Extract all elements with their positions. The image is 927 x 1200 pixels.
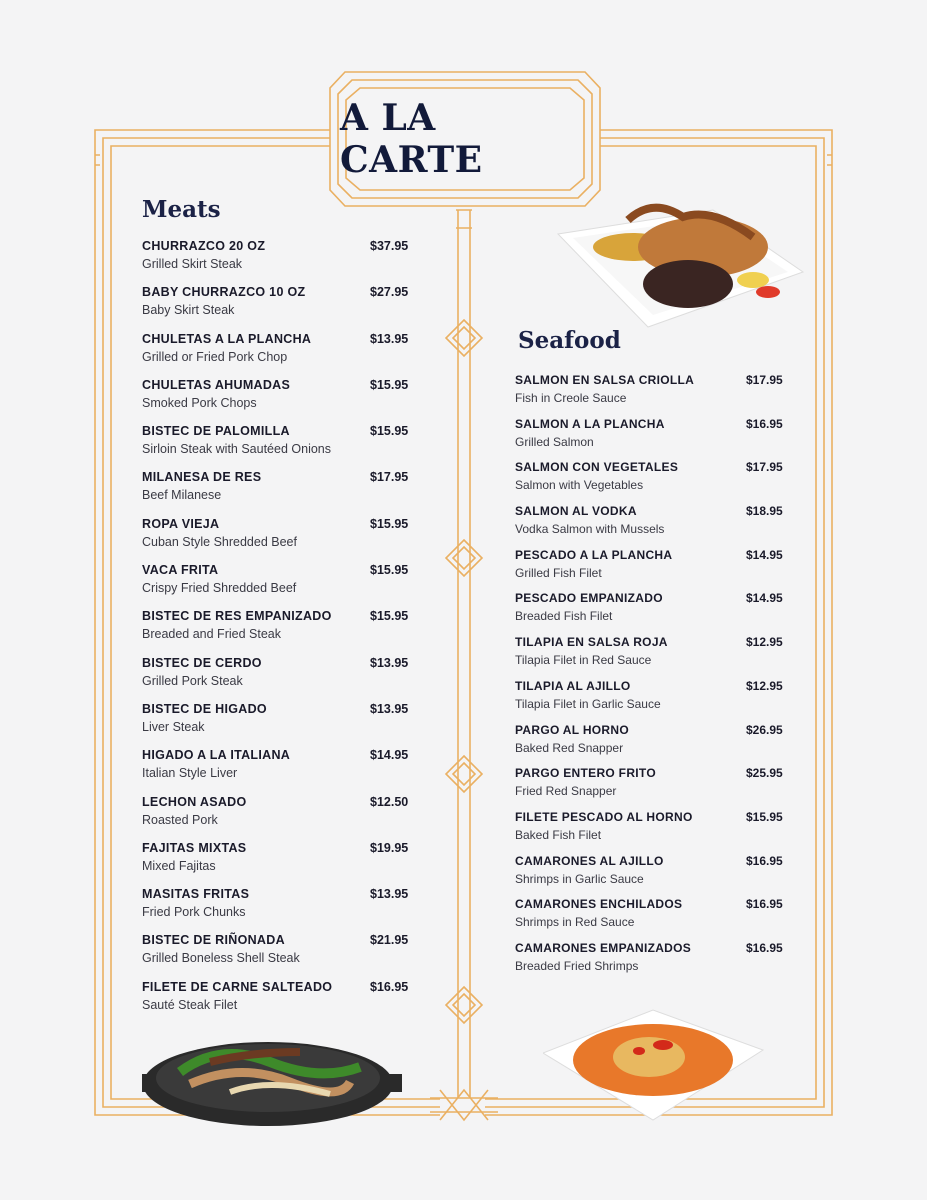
meats-item xyxy=(142,285,432,331)
item-description: Mixed Fajitas xyxy=(142,858,216,873)
item-price: $37.95 xyxy=(370,239,409,253)
item-name: CHULETAS A LA PLANCHA xyxy=(142,331,312,346)
item-description: Cuban Style Shredded Beef xyxy=(142,534,297,549)
seafood-item xyxy=(515,417,795,461)
item-description: Beef Milanese xyxy=(142,488,222,503)
item-description: Breaded and Fried Steak xyxy=(142,627,281,642)
page-title-box xyxy=(340,86,590,191)
seafood-heading: Seafood xyxy=(518,327,621,354)
item-price: $16.95 xyxy=(746,416,783,431)
item-description: Smoked Pork Chops xyxy=(142,395,257,410)
item-description: Vodka Salmon with Mussels xyxy=(515,522,665,537)
item-name: SALMON CON VEGETALES xyxy=(515,460,679,475)
item-name: LECHON ASADO xyxy=(142,794,247,809)
item-description: Tilapia Filet in Garlic Sauce xyxy=(515,696,661,711)
item-description: Crispy Fried Shredded Beef xyxy=(142,581,297,596)
item-price: $16.95 xyxy=(746,940,783,955)
meats-item xyxy=(142,332,432,378)
item-price: $17.95 xyxy=(746,460,783,475)
item-price: $15.95 xyxy=(370,424,409,439)
item-price: $15.95 xyxy=(370,609,409,624)
seafood-item xyxy=(515,635,795,679)
item-price: $13.95 xyxy=(370,701,409,716)
meats-item xyxy=(142,563,432,609)
item-price: $17.95 xyxy=(746,373,783,387)
meats-item xyxy=(142,748,432,794)
item-price: $15.95 xyxy=(746,809,783,824)
meats-item xyxy=(142,795,432,841)
item-name: SALMON EN SALSA CRIOLLA xyxy=(515,373,695,387)
seafood-item xyxy=(515,941,795,985)
seafood-list xyxy=(515,373,795,985)
meats-item xyxy=(142,656,432,702)
item-price: $15.95 xyxy=(370,377,409,392)
item-price: $15.95 xyxy=(370,563,409,578)
item-name: TILAPIA EN SALSA ROJA xyxy=(515,635,668,650)
item-name: FILETE PESCADO AL HORNO xyxy=(515,809,693,824)
item-price: $13.95 xyxy=(370,655,409,670)
item-name: PARGO AL HORNO xyxy=(515,722,629,737)
seafood-item xyxy=(515,591,795,635)
meats-heading: Meats xyxy=(142,196,221,223)
meats-item xyxy=(142,517,432,563)
item-description: Grilled Fish Filet xyxy=(515,565,602,580)
fajitas-skillet-photo xyxy=(140,1022,405,1134)
fried-red-snapper-plate-photo xyxy=(553,192,813,337)
item-price: $26.95 xyxy=(746,722,783,737)
item-price: $14.95 xyxy=(746,591,783,606)
item-price: $19.95 xyxy=(370,840,409,855)
item-price: $12.95 xyxy=(746,678,783,693)
meats-item xyxy=(142,239,432,285)
meats-item xyxy=(142,609,432,655)
item-name: TILAPIA AL AJILLO xyxy=(515,678,631,693)
item-price: $14.95 xyxy=(370,748,409,763)
item-name: BISTEC DE PALOMILLA xyxy=(142,424,290,439)
seafood-item xyxy=(515,460,795,504)
item-name: MILANESA DE RES xyxy=(142,470,262,485)
item-name: BISTEC DE HIGADO xyxy=(142,701,267,716)
item-price: $13.95 xyxy=(370,331,409,346)
item-name: CAMARONES ENCHILADOS xyxy=(515,897,683,912)
item-name: SALMON AL VODKA xyxy=(515,504,637,519)
item-price: $13.95 xyxy=(370,887,409,902)
item-price: $21.95 xyxy=(370,933,409,948)
meats-item xyxy=(142,702,432,748)
item-name: PESCADO EMPANIZADO xyxy=(515,591,663,606)
item-description: Baked Fish Filet xyxy=(515,827,602,842)
item-name: MASITAS FRITAS xyxy=(142,887,250,902)
fish-in-sauce-plate-photo xyxy=(543,1005,765,1123)
item-name: VACA FRITA xyxy=(142,563,219,578)
item-description: Grilled Salmon xyxy=(515,434,594,449)
meats-item xyxy=(142,378,432,424)
item-description: Sauté Steak Filet xyxy=(142,997,238,1012)
item-price: $16.95 xyxy=(746,897,783,912)
item-description: Breaded Fried Shrimps xyxy=(515,958,639,973)
item-description: Fried Red Snapper xyxy=(515,784,617,799)
item-description: Grilled or Fried Pork Chop xyxy=(142,349,288,364)
meats-item xyxy=(142,933,432,979)
item-description: Breaded Fish Filet xyxy=(515,609,613,624)
item-price: $16.95 xyxy=(746,853,783,868)
item-description: Roasted Pork xyxy=(142,812,218,827)
item-description: Salmon with Vegetables xyxy=(515,478,644,493)
item-name: CHURRAZCO 20 OZ xyxy=(142,239,266,253)
seafood-item xyxy=(515,548,795,592)
seafood-item xyxy=(515,854,795,898)
seafood-item xyxy=(515,897,795,941)
seafood-item xyxy=(515,679,795,723)
item-description: Italian Style Liver xyxy=(142,766,238,781)
item-description: Shrimps in Garlic Sauce xyxy=(515,871,644,886)
item-description: Baby Skirt Steak xyxy=(142,303,235,318)
meats-list xyxy=(142,239,432,1026)
page-title: A LA CARTE xyxy=(340,96,483,181)
meats-item xyxy=(142,887,432,933)
item-name: BABY CHURRAZCO 10 OZ xyxy=(142,285,306,300)
seafood-item xyxy=(515,810,795,854)
item-name: BISTEC DE RES EMPANIZADO xyxy=(142,609,332,624)
item-name: HIGADO A LA ITALIANA xyxy=(142,748,291,763)
item-name: BISTEC DE CERDO xyxy=(142,655,262,670)
seafood-item xyxy=(515,766,795,810)
item-name: CHULETAS AHUMADAS xyxy=(142,377,291,392)
item-name: FILETE DE CARNE SALTEADO xyxy=(142,979,333,994)
item-name: ROPA VIEJA xyxy=(142,516,220,531)
item-description: Liver Steak xyxy=(142,719,205,734)
item-price: $14.95 xyxy=(746,547,783,562)
item-name: PESCADO A LA PLANCHA xyxy=(515,547,673,562)
item-description: Grilled Pork Steak xyxy=(142,673,243,688)
meats-item xyxy=(142,470,432,516)
item-price: $15.95 xyxy=(370,516,409,531)
item-description: Grilled Skirt Steak xyxy=(142,257,243,271)
item-name: PARGO ENTERO FRITO xyxy=(515,766,656,781)
meats-item xyxy=(142,980,432,1026)
item-price: $12.50 xyxy=(370,794,409,809)
item-price: $17.95 xyxy=(370,470,409,485)
item-price: $25.95 xyxy=(746,766,783,781)
item-description: Tilapia Filet in Red Sauce xyxy=(515,653,652,668)
item-description: Fried Pork Chunks xyxy=(142,905,246,920)
seafood-item xyxy=(515,504,795,548)
item-price: $12.95 xyxy=(746,635,783,650)
item-name: CAMARONES AL AJILLO xyxy=(515,853,664,868)
item-name: BISTEC DE RIÑONADA xyxy=(142,933,285,948)
item-description: Baked Red Snapper xyxy=(515,740,624,755)
item-description: Grilled Boneless Shell Steak xyxy=(142,951,300,966)
seafood-item xyxy=(515,373,795,417)
seafood-item xyxy=(515,723,795,767)
meats-item xyxy=(142,841,432,887)
item-name: CAMARONES EMPANIZADOS xyxy=(515,940,692,955)
item-name: SALMON A LA PLANCHA xyxy=(515,416,665,431)
item-description: Shrimps in Red Sauce xyxy=(515,915,635,930)
item-description: Sirloin Steak with Sautéed Onions xyxy=(142,442,331,457)
item-price: $27.95 xyxy=(370,285,409,300)
item-description: Fish in Creole Sauce xyxy=(515,391,627,405)
item-price: $18.95 xyxy=(746,504,783,519)
meats-item xyxy=(142,424,432,470)
item-price: $16.95 xyxy=(370,979,409,994)
item-name: FAJITAS MIXTAS xyxy=(142,840,247,855)
